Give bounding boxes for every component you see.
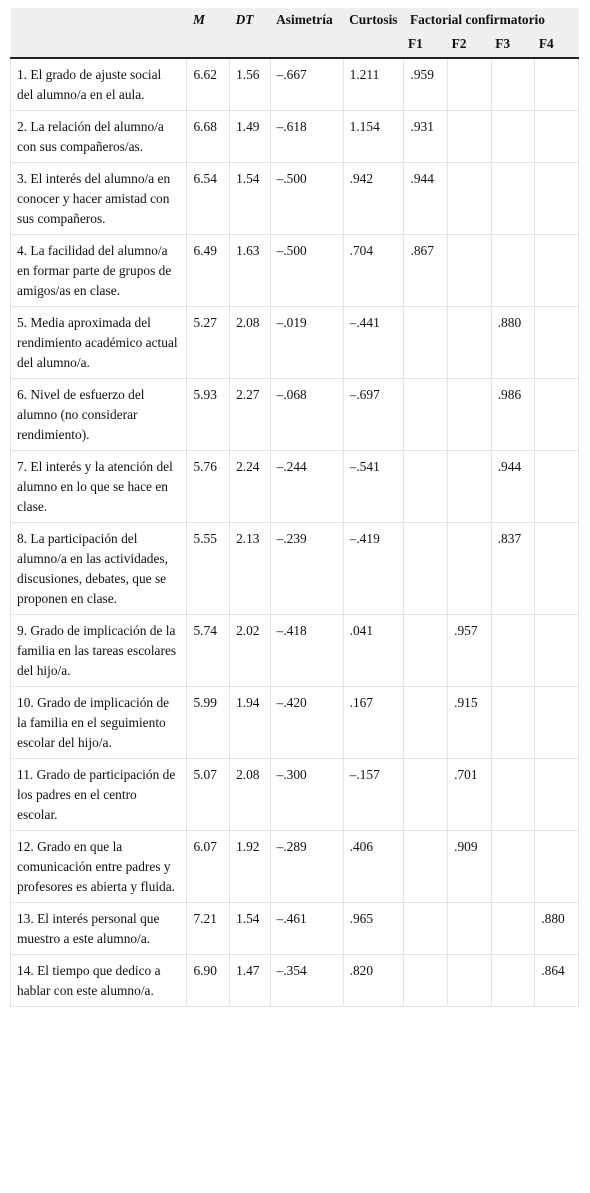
- skewness-value: –.667: [270, 58, 343, 111]
- factor-4-loading: [535, 307, 579, 379]
- item-label: 4. La facilidad del alumno/a en formar parte de grupos de amigos/as en clase.: [11, 235, 187, 307]
- table-body: [11, 58, 579, 1007]
- item-label: 10. Grado de implicación de la familia en el seguimiento escolar del hijo/a.: [11, 687, 187, 759]
- factor-3-loading: [491, 903, 535, 955]
- table-row: [11, 235, 579, 307]
- item-label: 5. Media aproximada del rendimiento académico actual del alumno/a.: [11, 307, 187, 379]
- stats-table: [10, 8, 579, 1007]
- factor-1-loading: .959: [404, 58, 448, 111]
- factor-2-loading: [448, 903, 492, 955]
- sd-value: 1.54: [230, 163, 271, 235]
- sd-value: 1.92: [230, 831, 271, 903]
- factor-1-loading: .931: [404, 111, 448, 163]
- factor-4-loading: [535, 831, 579, 903]
- table-row: [11, 615, 579, 687]
- factor-4-loading: [535, 687, 579, 759]
- mean-value: 6.68: [187, 111, 230, 163]
- factor-4-loading: [535, 235, 579, 307]
- item-label: 3. El interés del alumno/a en conocer y hacer amistad con sus compañeros.: [11, 163, 187, 235]
- table-row: [11, 523, 579, 615]
- factor-3-loading: .944: [491, 451, 535, 523]
- kurtosis-value: –.541: [343, 451, 404, 523]
- factor-4-loading: [535, 615, 579, 687]
- factor-3-loading: [491, 615, 535, 687]
- factor-3-loading: .880: [491, 307, 535, 379]
- kurtosis-value: .406: [343, 831, 404, 903]
- factor-2-loading: [448, 58, 492, 111]
- sd-value: 1.54: [230, 903, 271, 955]
- mean-value: 5.27: [187, 307, 230, 379]
- factor-1-loading: [404, 379, 448, 451]
- skewness-value: –.244: [270, 451, 343, 523]
- table-row: [11, 58, 579, 111]
- kurtosis-value: –.419: [343, 523, 404, 615]
- stats-table-container: [10, 8, 579, 1007]
- skewness-value: –.068: [270, 379, 343, 451]
- skewness-value: –.500: [270, 235, 343, 307]
- factor-4-loading: [535, 163, 579, 235]
- header-skewness: Asimetría: [270, 8, 343, 30]
- header-blank: [343, 30, 404, 58]
- factor-2-loading: [448, 451, 492, 523]
- header-kurtosis: Curtosis: [343, 8, 404, 30]
- factor-2-loading: .701: [448, 759, 492, 831]
- mean-value: 6.07: [187, 831, 230, 903]
- mean-value: 6.62: [187, 58, 230, 111]
- skewness-value: –.300: [270, 759, 343, 831]
- sd-value: 2.27: [230, 379, 271, 451]
- mean-value: 5.99: [187, 687, 230, 759]
- table-row: [11, 307, 579, 379]
- factor-2-loading: [448, 235, 492, 307]
- item-label: 9. Grado de implicación de la familia en las tareas escolares del hijo/a.: [11, 615, 187, 687]
- factor-2-loading: [448, 379, 492, 451]
- factor-4-loading: .880: [535, 903, 579, 955]
- table-row: [11, 955, 579, 1007]
- kurtosis-value: .704: [343, 235, 404, 307]
- factor-2-loading: [448, 163, 492, 235]
- factor-3-loading: [491, 235, 535, 307]
- sd-value: 1.56: [230, 58, 271, 111]
- mean-value: 5.74: [187, 615, 230, 687]
- factor-4-loading: [535, 759, 579, 831]
- factor-1-loading: [404, 687, 448, 759]
- mean-value: 5.55: [187, 523, 230, 615]
- factor-4-loading: [535, 111, 579, 163]
- mean-value: 5.93: [187, 379, 230, 451]
- factor-2-loading: [448, 111, 492, 163]
- kurtosis-value: 1.154: [343, 111, 404, 163]
- kurtosis-value: .041: [343, 615, 404, 687]
- factor-2-loading: [448, 523, 492, 615]
- factor-2-loading: .909: [448, 831, 492, 903]
- factor-1-loading: [404, 831, 448, 903]
- item-label: 6. Nivel de esfuerzo del alumno (no considerar rendimiento).: [11, 379, 187, 451]
- sd-value: 1.49: [230, 111, 271, 163]
- header-blank: [230, 30, 271, 58]
- factor-3-loading: [491, 58, 535, 111]
- factor-3-loading: [491, 955, 535, 1007]
- factor-3-loading: [491, 831, 535, 903]
- factor-2-loading: .957: [448, 615, 492, 687]
- kurtosis-value: .820: [343, 955, 404, 1007]
- header-confirmatory-factorial: Factorial confirmatorio: [404, 8, 579, 30]
- mean-value: 5.76: [187, 451, 230, 523]
- table-header: [11, 8, 579, 58]
- item-label: 14. El tiempo que dedico a hablar con este alumno/a.: [11, 955, 187, 1007]
- mean-value: 7.21: [187, 903, 230, 955]
- factor-1-loading: [404, 759, 448, 831]
- mean-value: 6.54: [187, 163, 230, 235]
- skewness-value: –.019: [270, 307, 343, 379]
- factor-1-loading: [404, 955, 448, 1007]
- table-row: [11, 111, 579, 163]
- skewness-value: –.500: [270, 163, 343, 235]
- sd-value: 1.63: [230, 235, 271, 307]
- factor-1-loading: [404, 523, 448, 615]
- sd-value: 2.02: [230, 615, 271, 687]
- item-label: 2. La relación del alumno/a con sus compañeros/as.: [11, 111, 187, 163]
- factor-3-loading: [491, 759, 535, 831]
- kurtosis-value: –.441: [343, 307, 404, 379]
- factor-4-loading: [535, 451, 579, 523]
- factor-2-loading: [448, 307, 492, 379]
- header-mean: M: [187, 8, 230, 30]
- factor-1-loading: [404, 307, 448, 379]
- header-blank: [270, 30, 343, 58]
- skewness-value: –.618: [270, 111, 343, 163]
- skewness-value: –.239: [270, 523, 343, 615]
- table-row: [11, 451, 579, 523]
- factor-3-loading: .986: [491, 379, 535, 451]
- kurtosis-value: 1.211: [343, 58, 404, 111]
- mean-value: 5.07: [187, 759, 230, 831]
- factor-2-loading: .915: [448, 687, 492, 759]
- factor-4-loading: .864: [535, 955, 579, 1007]
- factor-1-loading: .944: [404, 163, 448, 235]
- sd-value: 2.13: [230, 523, 271, 615]
- header-factor-1: F1: [404, 30, 448, 58]
- header-factor-3: F3: [491, 30, 535, 58]
- sd-value: 2.24: [230, 451, 271, 523]
- header-item: [11, 8, 187, 30]
- header-factor-2: F2: [448, 30, 492, 58]
- header-factor-4: F4: [535, 30, 579, 58]
- factor-3-loading: [491, 687, 535, 759]
- sd-value: 1.47: [230, 955, 271, 1007]
- sd-value: 1.94: [230, 687, 271, 759]
- skewness-value: –.420: [270, 687, 343, 759]
- table-row: [11, 379, 579, 451]
- header-blank: [187, 30, 230, 58]
- item-label: 1. El grado de ajuste social del alumno/a en el aula.: [11, 58, 187, 111]
- sd-value: 2.08: [230, 759, 271, 831]
- table-row: [11, 903, 579, 955]
- table-row: [11, 687, 579, 759]
- item-label: 7. El interés y la atención del alumno en lo que se hace en clase.: [11, 451, 187, 523]
- factor-3-loading: [491, 163, 535, 235]
- table-row: [11, 759, 579, 831]
- kurtosis-value: .942: [343, 163, 404, 235]
- skewness-value: –.354: [270, 955, 343, 1007]
- skewness-value: –.461: [270, 903, 343, 955]
- kurtosis-value: –.697: [343, 379, 404, 451]
- header-blank: [11, 30, 187, 58]
- kurtosis-value: –.157: [343, 759, 404, 831]
- factor-2-loading: [448, 955, 492, 1007]
- kurtosis-value: .167: [343, 687, 404, 759]
- table-row: [11, 831, 579, 903]
- table-row: [11, 163, 579, 235]
- skewness-value: –.418: [270, 615, 343, 687]
- mean-value: 6.49: [187, 235, 230, 307]
- factor-1-loading: [404, 903, 448, 955]
- factor-4-loading: [535, 58, 579, 111]
- factor-4-loading: [535, 523, 579, 615]
- factor-3-loading: [491, 111, 535, 163]
- sd-value: 2.08: [230, 307, 271, 379]
- factor-4-loading: [535, 379, 579, 451]
- item-label: 8. La participación del alumno/a en las actividades, discusiones, debates, que se proponen en clase.: [11, 523, 187, 615]
- item-label: 11. Grado de participación de los padres en el centro escolar.: [11, 759, 187, 831]
- factor-1-loading: [404, 615, 448, 687]
- factor-1-loading: .867: [404, 235, 448, 307]
- header-sd: DT: [230, 8, 271, 30]
- item-label: 13. El interés personal que muestro a este alumno/a.: [11, 903, 187, 955]
- kurtosis-value: .965: [343, 903, 404, 955]
- skewness-value: –.289: [270, 831, 343, 903]
- factor-3-loading: .837: [491, 523, 535, 615]
- item-label: 12. Grado en que la comunicación entre padres y profesores es abierta y fluida.: [11, 831, 187, 903]
- factor-1-loading: [404, 451, 448, 523]
- mean-value: 6.90: [187, 955, 230, 1007]
